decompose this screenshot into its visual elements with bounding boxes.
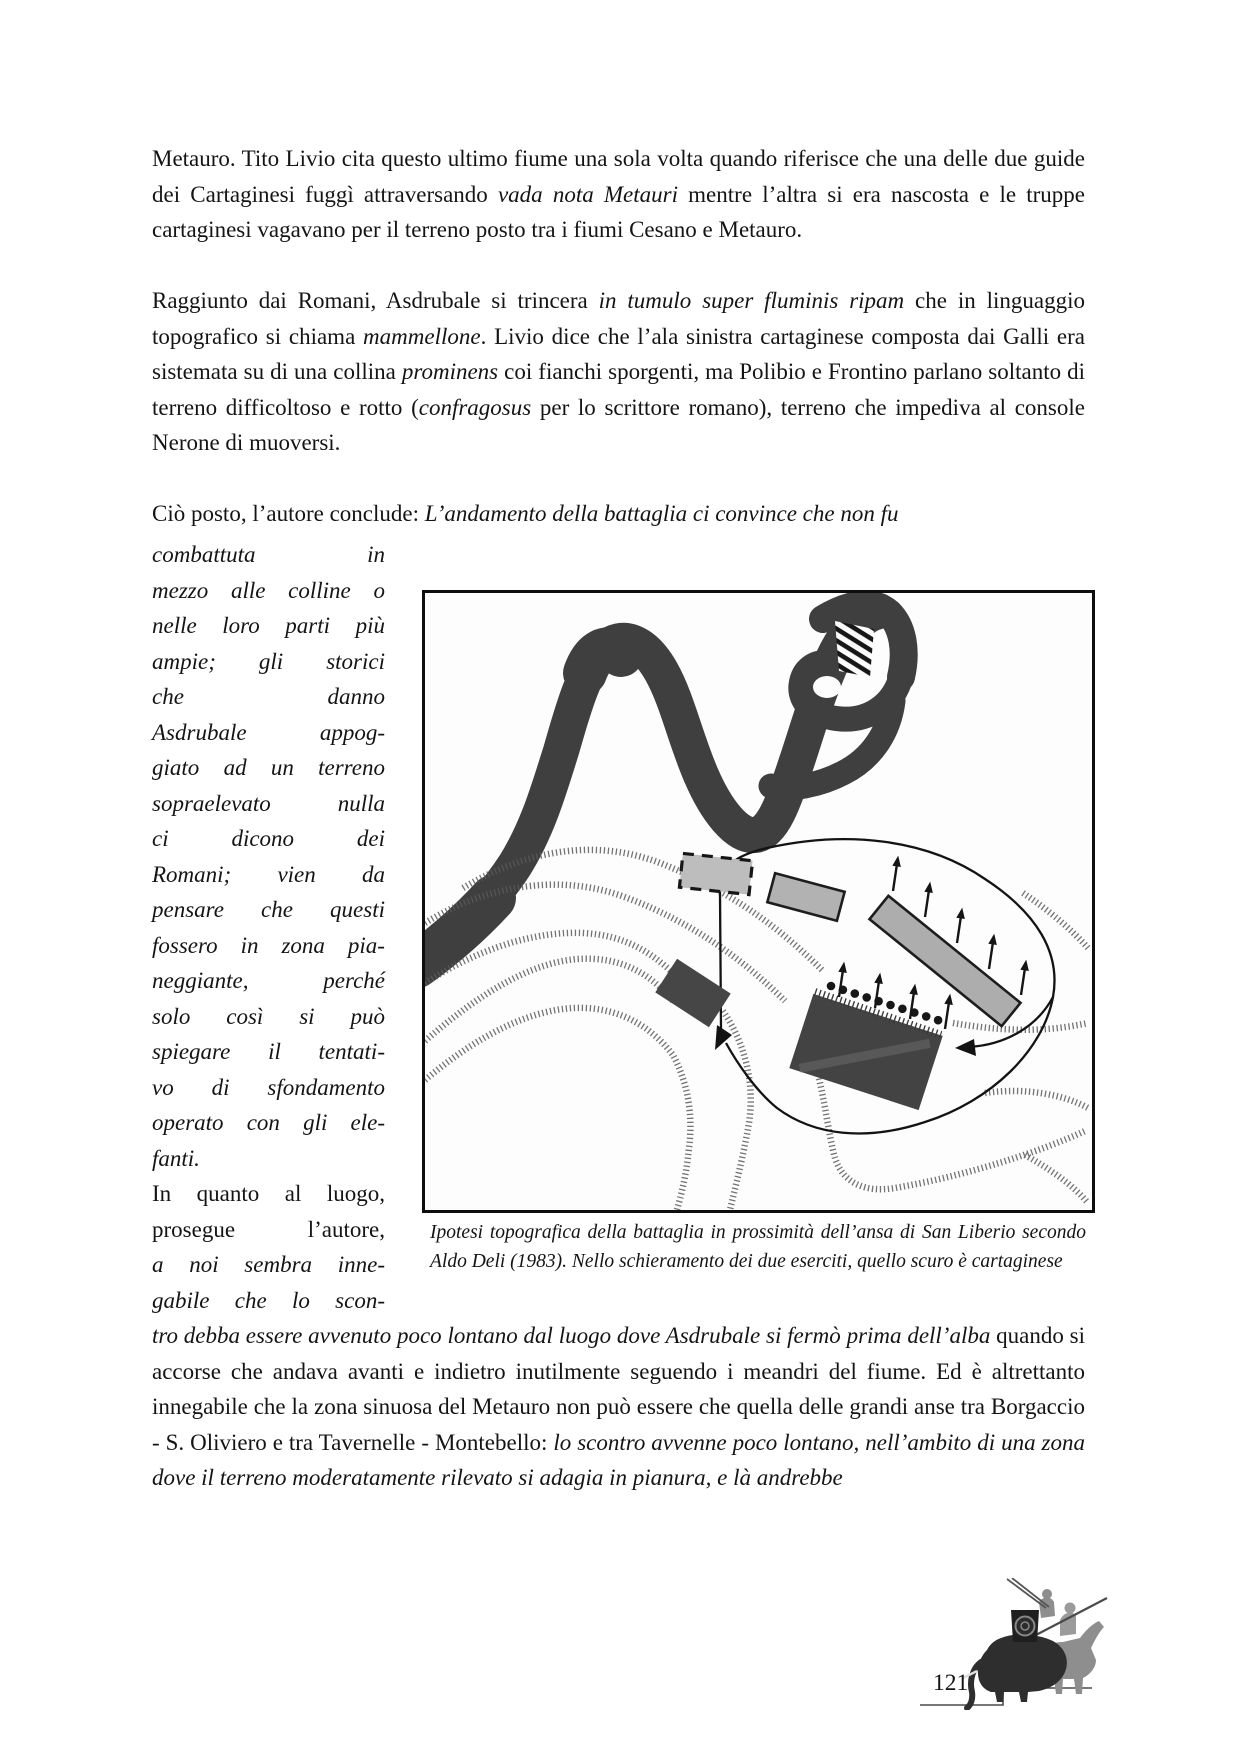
advance-arrow-shaft [945, 1004, 949, 1029]
advance-arrow-head [957, 909, 964, 918]
advance-arrow-head [1021, 961, 1028, 970]
paragraph-metauro [152, 141, 1085, 248]
advance-arrow-shaft [1021, 970, 1025, 995]
left-column-line: neggiante, perché [152, 968, 385, 993]
elephant-dot [827, 982, 836, 991]
roman-camp-dashed [679, 853, 752, 894]
arrowhead-left [715, 1025, 732, 1050]
left-column-line: Romani; vien da [152, 861, 385, 887]
advance-arrow-head [925, 883, 932, 892]
text-segment: mentre l’altra si era nascosta e le truppe cartaginesi vagavano per il terreno posto tra i fiumi Cesano e Metauro. [152, 181, 1086, 242]
left-column-line: solo così si può [152, 1003, 385, 1029]
paragraph-tro-debba [152, 1318, 1085, 1496]
elephant-dot [851, 989, 860, 998]
advance-arrow-head [893, 857, 900, 866]
left-column-line: pensare che questi [152, 897, 385, 922]
advance-arrow-head [839, 963, 846, 972]
paragraph-cio-posto [152, 496, 1085, 532]
text-segment: tro debba essere avvenuto poco lontano dal luogo dove Asdrubale si fermò prima dell’alba [152, 1323, 991, 1348]
contour-hatching [425, 850, 1088, 1210]
left-column-line: gabile che lo scon- [152, 1287, 385, 1313]
advance-arrow-head [989, 935, 996, 944]
text-segment: per lo scrittore romano), terreno che impediva al console Nerone di muoversi. [152, 394, 1085, 455]
elephant-dot [886, 1001, 895, 1010]
dry-riverbed-stripes [835, 621, 874, 677]
text-segment: Raggiunto dai Romani, Asdrubale si trincera [152, 288, 599, 313]
left-column-line: combattuta in [152, 542, 385, 567]
arrowhead-right [955, 1039, 976, 1056]
figure-caption [430, 1218, 1086, 1276]
page-number: 121 [933, 1670, 969, 1696]
text-segment: lo scontro avvenne poco lontano, nell’ambito di una zona dove il terreno moderatamente rilevato si adagia in pianura, e là andrebbe [152, 1429, 1085, 1490]
horse-rider-head [1065, 1603, 1076, 1614]
elephant-dot [862, 993, 871, 1002]
elephant-dot [922, 1012, 931, 1021]
text-segment: vada nota Metauri [497, 181, 678, 207]
elephant-dot [898, 1005, 907, 1014]
advance-arrow-shaft [957, 918, 961, 943]
left-column-line: Asdrubale appog- [152, 719, 385, 745]
text-segment: Ipotesi topografica della battaglia in prossimità dell’ansa di San Liberio secondo Aldo Deli (1983). Nello schieramento dei due eserciti, quello scuro è cartaginese [430, 1222, 1086, 1272]
left-column-line: vo di sfondamento [152, 1074, 385, 1100]
left-column-line: ampie; gli storici [152, 648, 385, 674]
left-column-line: prosegue l’autore, [152, 1216, 385, 1242]
text-segment: Ciò posto, l’autore conclude: [152, 501, 425, 526]
howdah-shield [1016, 1617, 1035, 1636]
advance-arrow-shaft [925, 892, 929, 917]
advance-arrow-head [910, 985, 917, 994]
mahout-spear-1 [1007, 1579, 1046, 1608]
text-segment: . Livio dice che l’ala sinistra cartaginese composta dai Galli era sistemata su di una collina [152, 323, 1086, 384]
carthaginian-units [655, 959, 942, 1110]
meander-hole [813, 676, 841, 698]
text-segment: coi fianchi sporgenti, ma Polibio e Frontino parlano soltanto di terreno difficoltoso e rotto ( [152, 359, 1085, 420]
left-column-line: mezzo alle colline o [152, 577, 385, 603]
text-segment: che in linguaggio topografico si chiama [152, 288, 1085, 349]
paragraph-raggiunto [152, 283, 1085, 461]
elephant-dot [934, 1016, 943, 1025]
left-column-line: a noi sembra inne- [152, 1252, 385, 1277]
elephant-body [978, 1634, 1067, 1702]
left-column-line: ci dicono dei [152, 826, 385, 851]
left-column-line: giato ad un terreno [152, 755, 385, 780]
advance-arrow-shaft [893, 866, 897, 891]
roman-unit-center [767, 873, 844, 921]
battle-map-figure [422, 590, 1095, 1213]
advance-arrow-head [875, 974, 882, 983]
text-segment: L’andamento della battaglia ci convince che non fu [424, 501, 899, 526]
text-segment: mammellone [363, 323, 481, 349]
left-column-line: operato con gli ele- [152, 1110, 385, 1135]
left-column-line: spiegare il tentati- [152, 1039, 385, 1064]
advance-arrow-shaft [989, 944, 993, 969]
left-column-line: sopraelevato nulla [152, 790, 385, 816]
left-column-line: nelle loro parti più [152, 613, 385, 638]
text-segment: in tumulo super fluminis ripam [598, 288, 905, 313]
left-column-line: fanti. [152, 1145, 200, 1171]
text-segment: confragosus [418, 394, 532, 420]
text-segment: Metauro. Tito Livio cita questo ultimo fiume una sola volta quando riferisce che una delle due guide dei Cartaginesi fuggì attraversando [152, 146, 1085, 207]
elephant-rider-logo [900, 1578, 1110, 1710]
mahout-head [1042, 1589, 1052, 1599]
advance-arrow-head [945, 995, 952, 1004]
text-segment: quando si accorse che andava avanti e indietro inutilmente seguendo i meandri del fiume. Ed è altrettanto innegabile che la zona sinuosa del Metauro non può essere che quella delle grandi anse tra Borgaccio - S. Oliviero e tra Tavernelle - Montebello: [152, 1323, 1085, 1455]
text-segment: prominens [401, 359, 499, 384]
left-column-line: che danno [152, 684, 385, 709]
left-column [152, 537, 385, 1318]
left-column-line: fossero in zona pia- [152, 932, 385, 958]
left-column-line: In quanto al luogo, [152, 1181, 385, 1206]
